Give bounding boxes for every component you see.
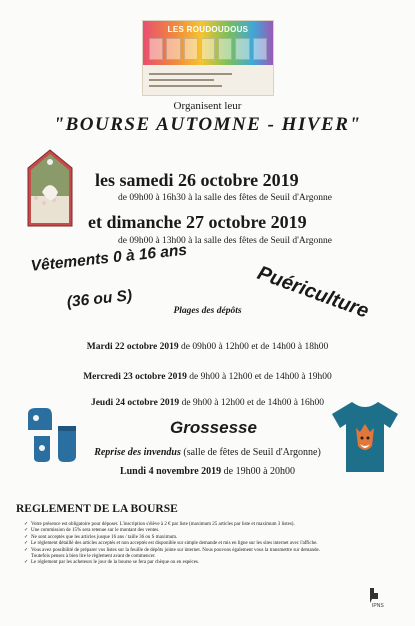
category-grossesse: Grossesse xyxy=(170,418,257,437)
rule-item: ✓ Ne sont acceptés que les articles jusque 16 ans / taille 36 ou S maximum. xyxy=(24,535,394,541)
depot-line-3: Jeudi 24 octobre 2019 de 9h00 à 12h00 et de 14h00 à 16h00 xyxy=(90,398,325,408)
rule-item-continuation: Toutefois pensez à bien lire le règlement avant de commencer. xyxy=(31,554,156,560)
rule-item: ✓ Le règlement par les acheteurs le jour de la bourse se fera par chèque ou en espèces. xyxy=(24,560,394,566)
rule-item: ✓ Votre présence est obligatoire pour déposer. L'inscription s'élève à 2 € par liste (maximum 25 articles par liste et maximum 3 listes). xyxy=(24,522,394,528)
reglement-title: REGLEMENT DE LA BOURSE xyxy=(16,503,178,515)
reprise-line: Reprise des invendus (salle de fêtes de Seuil d'Argonne) xyxy=(94,447,321,458)
date-saturday-detail: de 09h00 à 16h30 à la salle des fêtes de Seuil d'Argonne xyxy=(118,193,332,203)
rule-item: ✓ Vous avez possibilité de préparer vos listes sur la feuille de dépôts jointe sur internet. Nous pouvons également vous la transmettre sur demande. xyxy=(24,548,394,554)
rule-item: ✓ Une commission de 15% sera retenue sur le montant des ventes. xyxy=(24,528,394,534)
reprise-date: Lundi 4 novembre 2019 de 19h00 à 20h00 xyxy=(119,466,296,477)
date-saturday: les samedi 26 octobre 2019 xyxy=(95,170,299,190)
fabric-bag-image xyxy=(22,148,78,230)
tshirt-image xyxy=(330,398,400,474)
category-vetements-size: (36 ou S) xyxy=(66,287,133,311)
event-title: "BOURSE AUTOMNE - HIVER" xyxy=(53,114,362,135)
rule-item: ✓ Le règlement détaillé des articles acceptés et non acceptés est disponible sur simple demande et mis en ligne sur les sites internet avec l'affiche. xyxy=(24,541,394,547)
depot-line-2: Mercredi 23 octobre 2019 de 9h00 à 12h00 et de 14h00 à 19h00 xyxy=(83,372,332,382)
depots-heading: Plages des dépôts xyxy=(173,306,242,316)
ipns-logo xyxy=(364,585,388,609)
depot-line-1: Mardi 22 octobre 2019 de 09h00 à 12h00 et de 14h00 à 18h00 xyxy=(86,342,329,352)
category-vetements: Vêtements 0 à 16 ans xyxy=(30,241,188,275)
date-sunday: et dimanche 27 octobre 2019 xyxy=(88,212,307,232)
roudoudous-logo xyxy=(142,20,274,96)
logo-name: LES ROUDOUDOUS xyxy=(167,25,249,34)
date-sunday-detail: de 09h00 à 13h00 à la salle des fêtes de Seuil d'Argonne xyxy=(118,236,332,246)
reglement-list xyxy=(24,522,394,567)
category-puericulture: Puériculture xyxy=(254,262,372,323)
organiser-text: Organisent leur xyxy=(173,100,242,112)
ipns-label: IPNS xyxy=(372,603,384,609)
